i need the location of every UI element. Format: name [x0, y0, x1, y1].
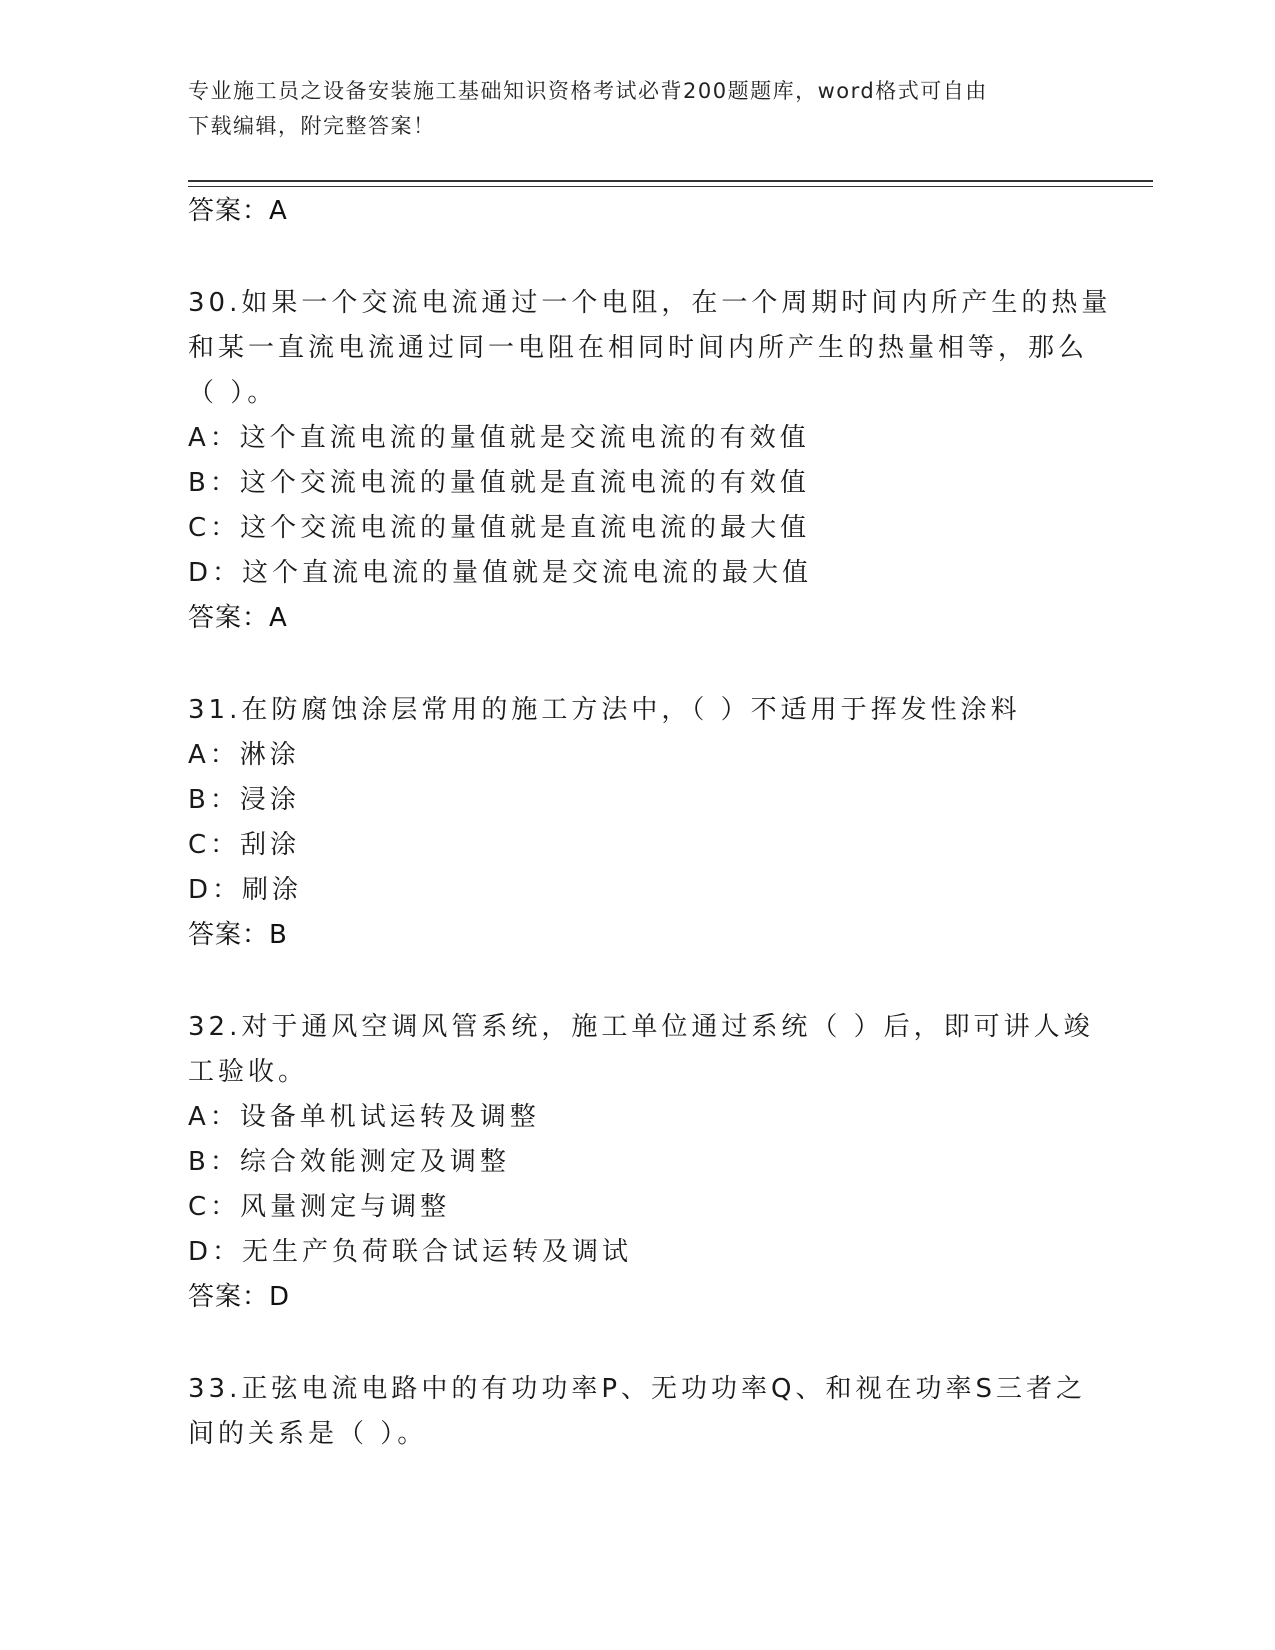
spacer — [188, 958, 1088, 1005]
option-c: C：刮涂 — [188, 830, 301, 860]
spacer — [188, 234, 1088, 281]
option-b: B：浸涂 — [188, 785, 300, 815]
question-text-line: （ ）。 — [188, 378, 278, 408]
header-divider-thick — [188, 180, 1153, 182]
question-text-line: 和某一直流电流通过同一电阻在相同时间内所产生的热量相等，那么 — [188, 333, 1089, 363]
spacer — [188, 1320, 1088, 1367]
question-text-line: 30.如果一个交流电流通过一个电阻，在一个周期时间内所产生的热量 — [188, 288, 1112, 318]
option-b: B：这个交流电流的量值就是直流电流的有效值 — [188, 468, 810, 498]
option-a: A：这个直流电流的量值就是交流电流的有效值 — [188, 423, 810, 453]
question-33 — [188, 1367, 1086, 1457]
option-d: D：这个直流电流的量值就是交流电流的最大值 — [188, 558, 813, 588]
answer-30: 答案：A — [188, 603, 288, 633]
header-line-2: 下载编辑，附完整答案！ — [188, 114, 436, 138]
answer-31: 答案：B — [188, 920, 288, 950]
option-c: C：这个交流电流的量值就是直流电流的最大值 — [188, 513, 811, 543]
option-d: D：无生产负荷联合试运转及调试 — [188, 1237, 633, 1267]
question-30 — [188, 281, 1112, 416]
option-a: A：淋涂 — [188, 740, 300, 770]
question-text-line: 间的关系是（ ）。 — [188, 1419, 428, 1449]
previous-answer: 答案：A — [188, 196, 288, 226]
answer-32: 答案：D — [188, 1282, 291, 1312]
question-list — [188, 189, 1112, 1457]
question-text-line: 32.对于通风空调风管系统，施工单位通过系统（ ）后，即可讲人竣 — [188, 1012, 1094, 1042]
option-d: D：刷涂 — [188, 875, 303, 905]
option-b: B：综合效能测定及调整 — [188, 1147, 510, 1177]
question-31 — [188, 688, 1068, 733]
question-text-line: 33.正弦电流电路中的有功功率P、无功功率Q、和视在功率S三者之 — [188, 1374, 1086, 1404]
document-header — [188, 74, 1068, 144]
question-32 — [188, 1005, 1094, 1095]
spacer — [188, 641, 1088, 688]
option-a: A：设备单机试运转及调整 — [188, 1102, 540, 1132]
question-text-line: 31.在防腐蚀涂层常用的施工方法中，（ ）不适用于挥发性涂料 — [188, 695, 1021, 725]
header-divider-thin — [188, 186, 1153, 187]
question-text-line: 工验收。 — [188, 1057, 309, 1087]
option-c: C：风量测定与调整 — [188, 1192, 451, 1222]
header-line-1: 专业施工员之设备安装施工基础知识资格考试必背200题题库，word格式可自由 — [188, 79, 988, 103]
